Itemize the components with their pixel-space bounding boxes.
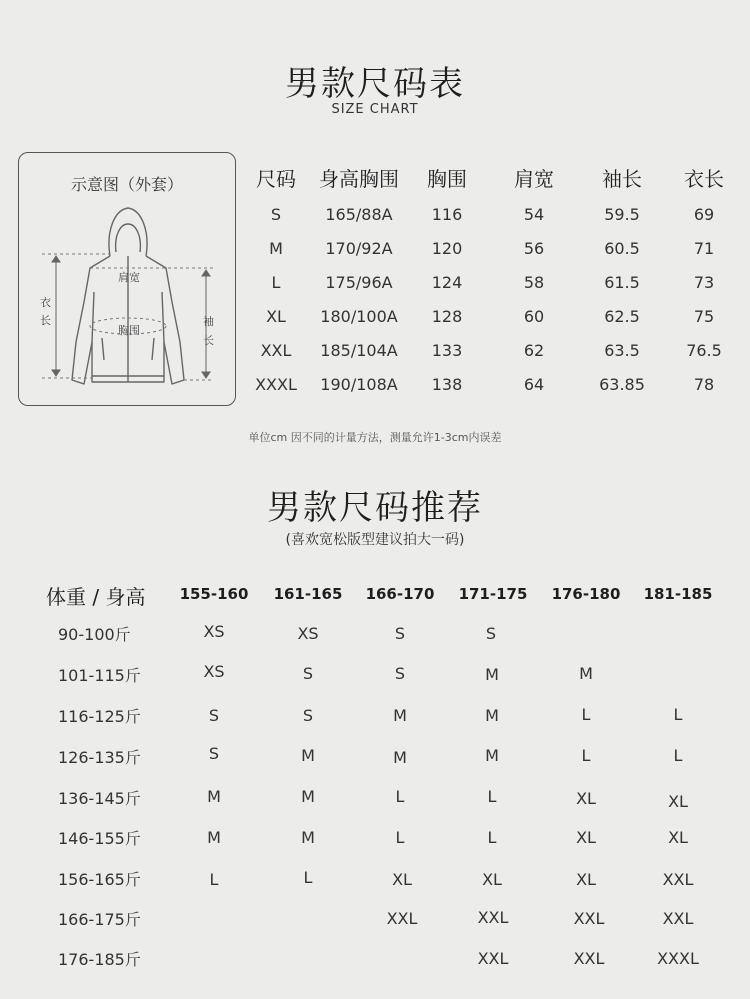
height-column-header: 181-185 (643, 585, 713, 603)
size-header-length: 衣长 (684, 167, 724, 191)
recommended-size: L (487, 828, 497, 847)
size-cell: 75 (693, 307, 715, 326)
size-cell: 63.85 (599, 375, 645, 394)
recommended-size: L (581, 705, 591, 724)
size-cell: 54 (523, 205, 545, 224)
recommended-size: M (485, 746, 499, 765)
recommendation-title: 男款尺码推荐 (267, 488, 483, 528)
recommended-size: S (302, 664, 314, 683)
size-cell: XXL (260, 341, 292, 360)
height-column-header: 171-175 (458, 585, 528, 603)
size-cell: 71 (693, 239, 715, 258)
recommended-size: S (208, 744, 220, 763)
recommended-size: S (394, 664, 406, 683)
recommended-size: L (395, 787, 405, 806)
size-cell: 165/88A (325, 205, 393, 224)
weight-row-label: 101-115斤 (58, 666, 141, 685)
height-column-header: 166-170 (365, 585, 435, 603)
size-cell: 138 (431, 375, 463, 394)
size-cell: S (270, 205, 282, 224)
size-cell: 116 (431, 205, 463, 224)
recommended-size: M (485, 665, 499, 684)
diagram-label-shoulder: 肩宽 (118, 271, 140, 284)
weight-row-label: 146-155斤 (58, 829, 141, 848)
size-cell: 64 (523, 375, 545, 394)
recommended-size: M (579, 664, 593, 683)
measurement-note: 单位cm 因不同的计量方法，测量允许1-3cm内误差 (248, 431, 502, 444)
size-cell: 170/92A (325, 239, 393, 258)
diagram-label-sleeve-2: 长 (203, 334, 214, 347)
recommended-size: XL (668, 792, 688, 811)
size-cell: XL (266, 307, 286, 326)
size-cell: 133 (431, 341, 463, 360)
recommended-size: XL (668, 828, 688, 847)
height-column-header: 176-180 (551, 585, 621, 603)
size-chart-title: 男款尺码表 (285, 64, 465, 104)
size-cell: 185/104A (320, 341, 398, 360)
size-cell: 120 (431, 239, 463, 258)
size-cell: 58 (523, 273, 545, 292)
recommended-size: XL (482, 870, 502, 889)
weight-row-label: 156-165斤 (58, 870, 141, 889)
size-cell: 78 (693, 375, 715, 394)
size-header-sleeve: 袖长 (602, 167, 642, 191)
size-cell: 128 (431, 307, 463, 326)
size-cell: 69 (693, 205, 715, 224)
recommended-size: M (485, 706, 499, 725)
size-cell: 60 (523, 307, 545, 326)
size-cell: 60.5 (604, 239, 640, 258)
diagram-label-length-1: 衣 (40, 296, 51, 309)
weight-row-label: 126-135斤 (58, 748, 141, 767)
diagram-label-sleeve-1: 袖 (203, 315, 214, 328)
recommended-size: M (207, 787, 221, 806)
recommended-size: XXL (662, 870, 694, 889)
size-header-height-chest: 身高胸围 (319, 167, 399, 191)
recommended-size: L (209, 870, 219, 889)
size-header-size: 尺码 (256, 167, 296, 191)
diagram-label-chest: 胸围 (118, 324, 140, 337)
weight-row-label: 176-185斤 (58, 950, 141, 969)
recommended-size: XXL (573, 909, 605, 928)
size-cell: XXXL (255, 375, 297, 394)
size-cell: 124 (431, 273, 463, 292)
size-header-chest: 胸围 (427, 167, 467, 191)
size-cell: 56 (523, 239, 545, 258)
recommendation-subtitle: (喜欢宽松版型建议拍大一码) (285, 532, 465, 548)
diagram-label-length-2: 长 (40, 314, 51, 327)
recommended-size: M (393, 748, 407, 767)
weight-row-label: 166-175斤 (58, 910, 141, 929)
size-cell: L (271, 273, 281, 292)
weight-row-label: 90-100斤 (58, 625, 131, 644)
recommended-size: S (302, 706, 314, 725)
recommended-size: XXL (477, 908, 509, 927)
recommended-size: XXL (477, 949, 509, 968)
recommendation-corner-header: 体重 / 身高 (46, 585, 146, 609)
size-cell: 63.5 (604, 341, 640, 360)
recommended-size: XL (576, 870, 596, 889)
recommended-size: S (208, 706, 220, 725)
recommended-size: XL (576, 828, 596, 847)
recommended-size: XS (203, 622, 225, 641)
recommended-size: XL (576, 789, 596, 808)
size-cell: 73 (693, 273, 715, 292)
weight-row-label: 136-145斤 (58, 789, 141, 808)
size-header-shoulder: 肩宽 (514, 167, 554, 191)
recommended-size: XXXL (657, 949, 699, 968)
size-cell: 59.5 (604, 205, 640, 224)
recommended-size: M (301, 787, 315, 806)
recommended-size: M (207, 828, 221, 847)
size-cell: 61.5 (604, 273, 640, 292)
size-cell: 76.5 (686, 341, 722, 360)
size-cell: 175/96A (325, 273, 393, 292)
size-cell: 62.5 (604, 307, 640, 326)
recommended-size: S (485, 624, 497, 643)
recommended-size: L (581, 746, 591, 765)
size-cell: 62 (523, 341, 545, 360)
size-chart-subtitle: SIZE CHART (331, 102, 419, 117)
recommended-size: L (487, 787, 497, 806)
size-cell: 190/108A (320, 375, 398, 394)
recommended-size: M (393, 706, 407, 725)
recommended-size: XL (392, 870, 412, 889)
weight-row-label: 116-125斤 (58, 707, 141, 726)
recommended-size: L (673, 705, 683, 724)
recommended-size: XXL (386, 909, 418, 928)
recommended-size: M (301, 828, 315, 847)
recommended-size: XS (297, 624, 319, 643)
diagram-caption: 示意图（外套） (70, 175, 183, 194)
recommended-size: L (395, 828, 405, 847)
recommended-size: L (673, 746, 683, 765)
recommended-size: M (301, 746, 315, 765)
recommended-size: XXL (573, 949, 605, 968)
recommended-size: S (394, 624, 406, 643)
recommended-size: L (303, 868, 313, 887)
size-cell: 180/100A (320, 307, 398, 326)
recommended-size: XS (203, 662, 225, 681)
size-cell: M (269, 239, 283, 258)
recommended-size: XXL (662, 909, 694, 928)
height-column-header: 155-160 (179, 585, 249, 603)
height-column-header: 161-165 (273, 585, 343, 603)
